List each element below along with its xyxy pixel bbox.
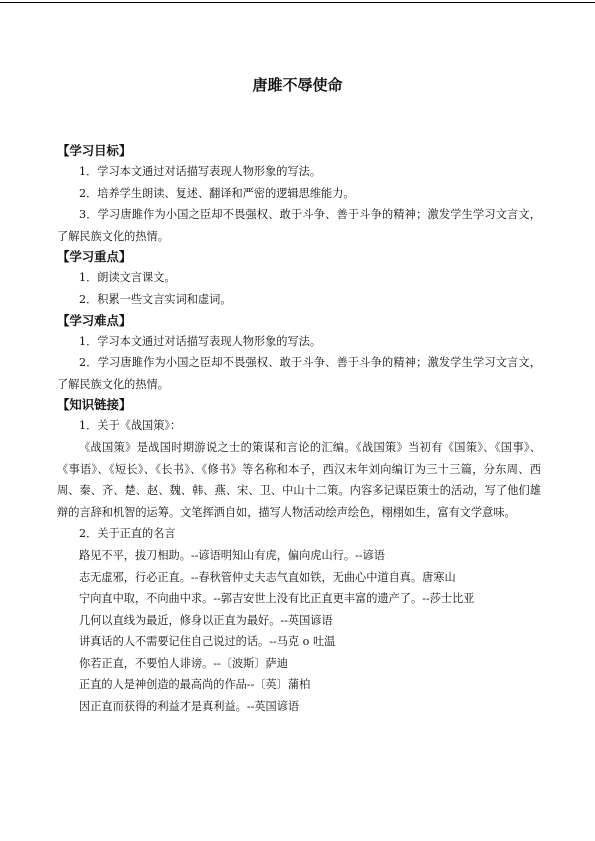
section-heading-goals: 【学习目标】 bbox=[57, 143, 132, 158]
quote-item: 路见不平，拔刀相助。--谚语明知山有虎，偏向虎山行。--谚语 bbox=[79, 548, 385, 562]
document-body bbox=[57, 141, 541, 718]
goal-item-1: 1．学习本文通过对话描写表现人物形象的写法。 bbox=[79, 165, 322, 178]
key-point-item-2: 2．积累一些文言实词和虚词。 bbox=[79, 292, 232, 306]
section-heading-difficulties: 【学习难点】 bbox=[57, 312, 132, 328]
knowledge-subtitle-2: 2．关于正直的名言 bbox=[79, 527, 176, 541]
page-title: 唐雎不辱使命 bbox=[252, 76, 343, 94]
knowledge-paragraph-zhanguoce: 《战国策》是战国时期游说之士的策谋和言论的汇编。《战国策》当初有《国策》、《国事》、《事语》、《短长》、《长书》、《修书》等名称和本子，西汉末年刘向编订为三十三篇，分东周、西周、秦、齐、楚、赵、魏、韩、燕、宋、卫、中山十二策。内容多记谋臣策士的活动，写了他们雄辩的言辞和机智的运筹。文笔挥洒自如，描写人物活动绘声绘色，栩栩如生，富有文学意味。 bbox=[57, 440, 541, 519]
section-heading-knowledge: 【知识链接】 bbox=[57, 397, 132, 413]
key-point-item-1: 1．朗读文言课文。 bbox=[79, 271, 176, 285]
quote-item: 几何以直线为最近，修身以正直为最好。--英国谚语 bbox=[79, 613, 333, 627]
top-rule bbox=[0, 2, 595, 3]
goal-item-2: 2．培养学生朗读、复述、翻译和严密的逻辑思维能力。 bbox=[79, 186, 355, 200]
quote-item: 宁向直中取，不向曲中求。--郭吉安世上没有比正直更丰富的遗产了。--莎士比亚 bbox=[79, 592, 475, 606]
difficulty-item-2: 2．学习唐雎作为小国之臣却不畏强权、敢于斗争、善于斗争的精神；激发学生学习文言文，了解民族文化的热情。 bbox=[57, 356, 541, 391]
knowledge-subtitle-1: 1．关于《战国策》： bbox=[79, 419, 182, 433]
quote-item: 因正直而获得的利益才是真利益。--英国谚语 bbox=[79, 700, 300, 714]
quote-item: 正直的人是神创造的最高尚的作品--〔英〕蒲柏 bbox=[79, 678, 311, 692]
goal-item-3: 3．学习唐雎作为小国之臣却不畏强权、敢于斗争、善于斗争的精神；激发学生学习文言文，了解民族文化的热情。 bbox=[57, 208, 541, 243]
section-heading-key-points: 【学习重点】 bbox=[57, 249, 132, 265]
quote-item: 你若正直，不要怕人诽谤。--〔波斯〕萨迪 bbox=[79, 656, 288, 670]
quote-list bbox=[57, 545, 541, 718]
quote-item: 志无虚邪，行必正直。--春秋管仲丈夫志气直如铁，无曲心中道自真。唐寒山 bbox=[79, 570, 456, 584]
difficulty-item-1: 1．学习本文通过对话描写表现人物形象的写法。 bbox=[79, 334, 322, 348]
quote-item: 讲真话的人不需要记住自己说过的话。--马克 o 吐温 bbox=[79, 635, 336, 649]
